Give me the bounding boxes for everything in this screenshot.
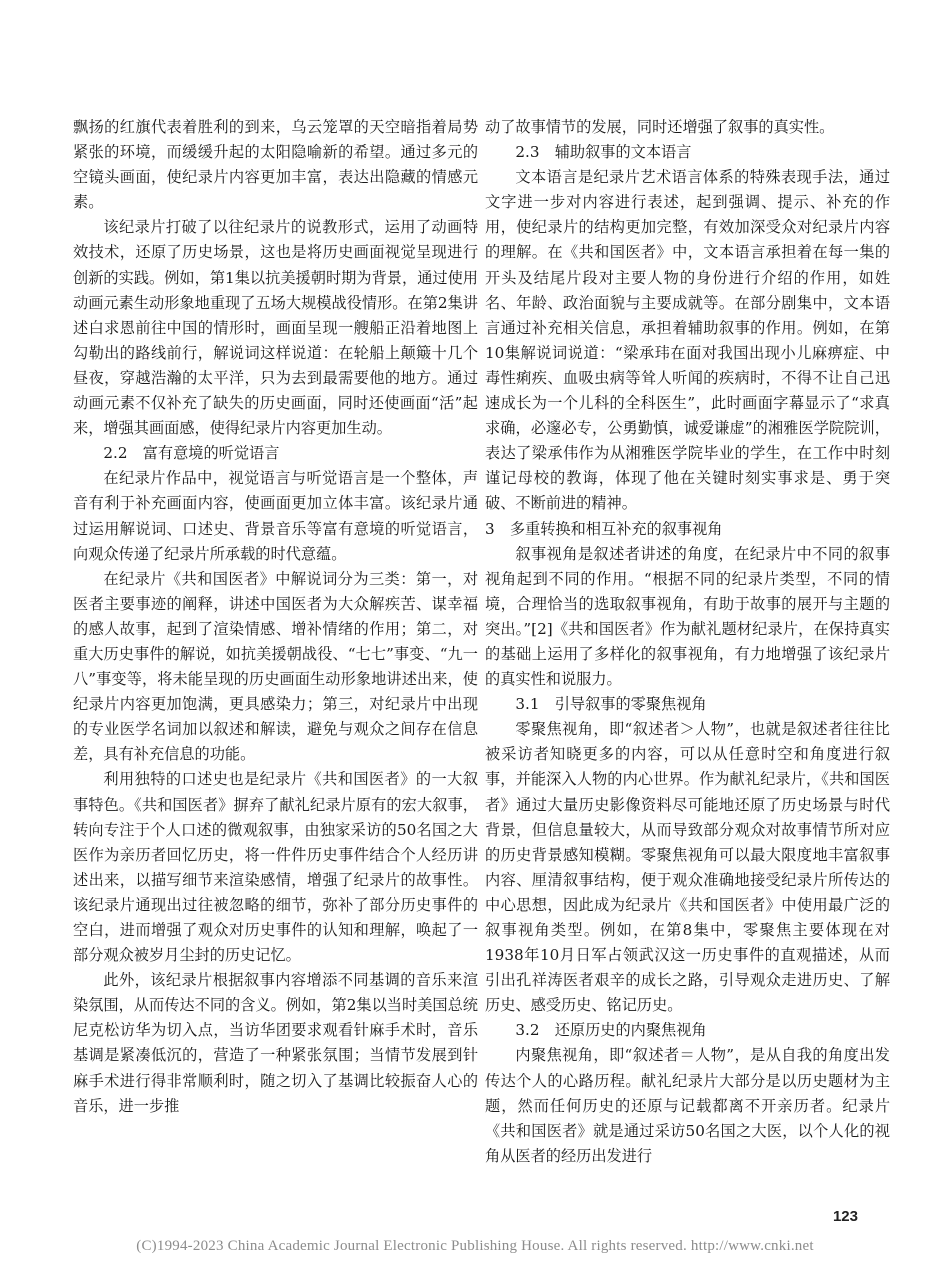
paragraph: 文本语言是纪录片艺术语言体系的特殊表现手法，通过文字进一步对内容进行表述，起到强调、提示、补充的作用，使纪录片的结构更加完整，有效加深受众对纪录片内容的理解。在《共和国医者》中，文本语言承担着在每一集的开头及结尾片段对主要人物的身份进行介绍的作用，如姓名、年龄、政治面貌与主要成就等。在部分剧集中，文本语言通过补充相关信息，承担着辅助叙事的作用。例如，在第10集解说词说道：“梁承玮在面对我国出现小儿麻痹症、中毒性痢疾、血吸虫病等耸人听闻的疾病时，不得不让自己迅速成长为一个儿科的全科医生”，此时画面字幕显示了“求真求确，必邃必专，公勇勤慎，诚爱谦虚”的湘雅医学院院训，表达了梁承伟作为从湘雅医学院毕业的学生，在工作中时刻谨记母校的教诲，体现了他在关键时刻实事求是、勇于突破、不断前进的精神。 [485, 168, 890, 513]
paragraph: 飘扬的红旗代表着胜利的到来，乌云笼罩的天空暗指着局势紧张的环境，而缓缓升起的太阳隐喻新的希望。通过多元的空镜头画面，使纪录片内容更加丰富，表达出隐藏的情感元素。 [73, 118, 478, 212]
paragraph: 零聚焦视角，即“叙述者＞人物”，也就是叙述者往往比被采访者知晓更多的内容，可以从任意时空和角度进行叙事，并能深入人物的内心世界。作为献礼纪录片，《共和国医者》通过大量历史影像资料尽可能地还原了历史场景与时代背景，但信息量较大，从而导致部分观众对故事情节所对应的历史背景感知模糊。零聚焦视角可以最大限度地丰富叙事内容、厘清叙事结构，便于观众准确地接受纪录片所传达的中心思想，因此成为纪录片《共和国医者》中使用最广泛的叙事视角类型。例如，在第8集中，零聚焦主要体现在对1938年10月日军占领武汉这一历史事件的直观描述，从而引出孔祥涛医者艰辛的成长之路，引导观众走进历史、了解历史、感受历史、铭记历史。 [485, 720, 890, 1015]
paragraph: 此外，该纪录片根据叙事内容增添不同基调的音乐来渲染氛围，从而传达不同的含义。例如，第2集以当时美国总统尼克松访华为切入点，当访华团要求观看针麻手术时，音乐基调是紧凑低沉的，营造了一种紧张氛围；当情节发展到针麻手术进行得非常顺利时，随之切入了基调比较振奋人心的音乐，进一步推 [73, 971, 478, 1115]
section-heading-3-1: 3.1 引导叙事的零聚焦视角 [515, 695, 707, 714]
paragraph: 在纪录片《共和国医者》中解说词分为三类：第一，对医者主要事迹的阐释，讲述中国医者为大众解疾苦、谋幸福的感人故事，起到了渲染情感、增补情绪的作用；第二，对重大历史事件的解说，如抗美援朝战役、“七七”事变、“九一八”事变等，将未能呈现的历史画面生动形象地讲述出来，使纪录片内容更加饱满，更具感染力；第三，对纪录片中出现的专业医学名词加以叙述和解读，避免与观众之间存在信息差，具有补充信息的功能。 [73, 569, 478, 764]
paragraph: 内聚焦视角，即“叙述者＝人物”，是从自我的角度出发传达个人的心路历程。献礼纪录片大部分是以历史题材为主题，然而任何历史的还原与记载都离不开亲历者。纪录片《共和国医者》就是通过采访50名国之大医，以个人化的视角从医者的经历出发进行 [485, 1046, 890, 1165]
paragraph: 在纪录片作品中，视觉语言与听觉语言是一个整体，声音有利于补充画面内容，使画面更加立体丰富。该纪录片通过运用解说词、口述史、背景音乐等富有意境的听觉语言，向观众传递了纪录片所承载的时代意蕴。 [73, 469, 478, 563]
section-heading-2-3: 2.3 辅助叙事的文本语言 [515, 143, 692, 162]
paragraph: 该纪录片打破了以往纪录片的说教形式，运用了动画特效技术，还原了历史场景，这也是将历史画面视觉呈现进行创新的实践。例如，第1集以抗美援朝时期为背景，通过使用动画元素生动形象地重现了五场大规模战役情形。在第2集讲述白求恩前往中国的情形时，画面呈现一艘船正沿着地图上勾勒出的路线前行，解说词这样说道：在轮船上颠簸十几个昼夜，穿越浩瀚的太平洋，只为去到最需要他的地方。通过动画元素不仅补充了缺失的历史画面，同时还使画面“活”起来，增强其画面感，使得纪录片内容更加生动。 [73, 218, 478, 438]
section-heading-3-2: 3.2 还原历史的内聚焦视角 [515, 1021, 707, 1040]
section-heading-2-2: 2.2 富有意境的听觉语言 [103, 444, 280, 463]
page-number: 123 [832, 1208, 858, 1225]
paragraph: 动了故事情节的发展，同时还增强了叙事的真实性。 [485, 118, 835, 136]
copyright-footer: (C)1994-2023 China Academic Journal Electronic Publishing House. All rights reserved. http://www.cnki.net [136, 1238, 814, 1254]
right-column [485, 115, 890, 1169]
left-column [73, 115, 478, 1119]
paragraph: 叙事视角是叙述者讲述的角度，在纪录片中不同的叙事视角起到不同的作用。“根据不同的纪录片类型，不同的情境，合理恰当的选取叙事视角，有助于故事的展开与主题的突出。”[2]《共和国医者》作为献礼题材纪录片，在保持真实的基础上运用了多样化的叙事视角，有力地增强了该纪录片的真实性和说服力。 [485, 544, 890, 689]
section-heading-3: 3 多重转换和相互补充的叙事视角 [485, 519, 723, 538]
paragraph: 利用独特的口述史也是纪录片《共和国医者》的一大叙事特色。《共和国医者》摒弃了献礼纪录片原有的宏大叙事，转向专注于个人口述的微观叙事，由独家采访的50名国之大医作为亲历者回忆历史，将一件件历史事件结合个人经历讲述出来，以描写细节来渲染感情，增强了纪录片的故事性。该纪录片通现出过往被忽略的细节，弥补了部分历史事件的空白，进而增强了观众对历史事件的认知和理解，唤起了一部分观众被岁月尘封的历史记忆。 [73, 770, 478, 965]
